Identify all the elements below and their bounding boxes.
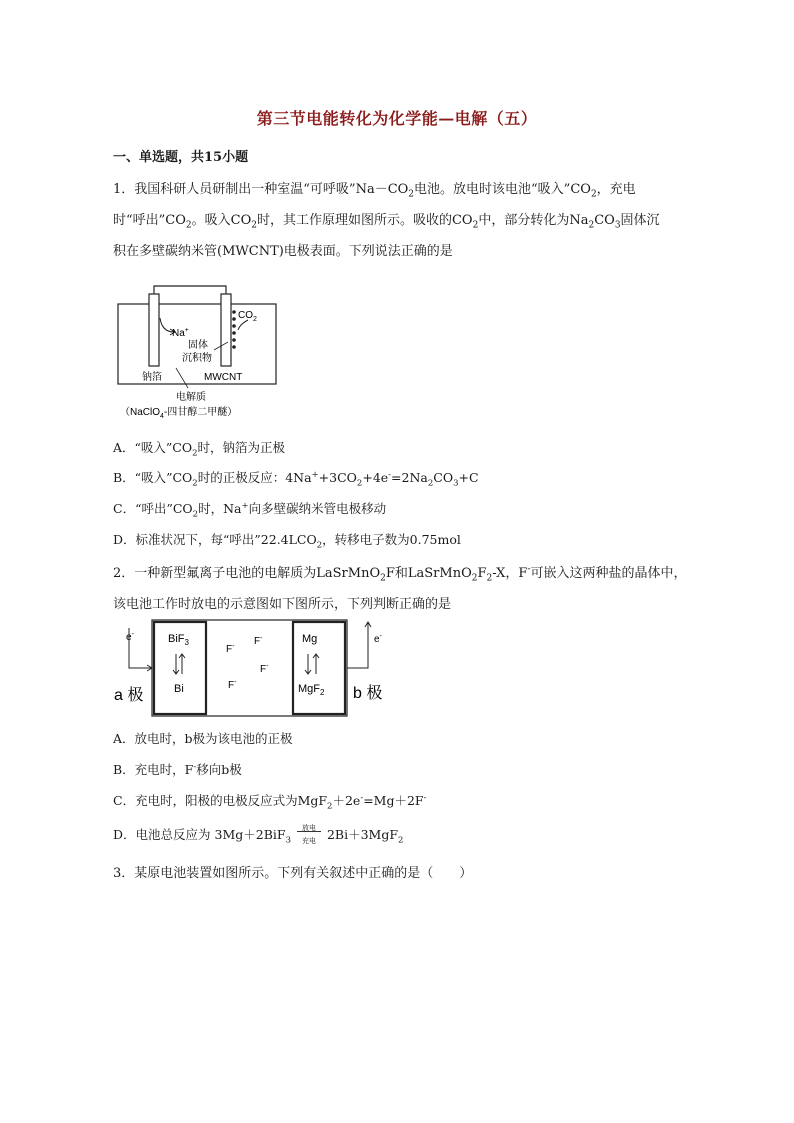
co2-arrow [238,320,248,330]
fluoride-ion-1: F- [226,643,235,655]
right-wire [347,622,368,668]
external-wire [154,286,226,294]
section-heading: 一、单选题，共15小题 [113,150,249,165]
electrolyte-detail-label: （NaClO$_4$-四甘醇二甲醚） [120,407,238,420]
right-electrode-label: MWCNT [204,372,243,383]
left-electrode-label: 钠箔 [142,372,162,383]
fluoride-ion-3: F- [260,663,269,675]
q1-option-c: C．“呼出$”CO_2$时，Na+向多壁碳纳米管电极移动 [113,500,387,520]
mg-label: Mg [302,633,318,645]
q3-line-1: 3．某原电池装置如图所示。下列有关叙述中正确的是（ ） [113,866,473,881]
na-ion-label: Na+ [172,327,189,339]
deposit-label: 沉积物 [182,353,212,364]
q2-figure [112,616,392,720]
q1-option-b: B．“吸入$”CO_2$时的正极反应：$4Na^++3CO_2+4e^-=2Na_2CO_3+C$ [113,469,479,489]
electrolyte-label: 电解质 [176,392,206,403]
q2-line-2: 该电池工作时放电的示意图如下图所示，下列判断正确的是 [113,597,452,612]
q1-figure [110,280,290,425]
fluoride-ion-2: F- [254,635,263,647]
right-electron-label: e- [374,633,382,645]
q1-line-3: 积在多壁碳纳米管(MWCNT)电极表面。下列说法正确的是 [113,244,453,259]
fluoride-ion-4: F- [228,679,237,691]
b-pole-label: b 极 [353,685,383,702]
solid-deposit-dots [232,310,236,349]
q2-option-a: A．放电时，b极为该电池的正极 [113,731,293,746]
q2-line-1: 2．一种新型氟离子电池的电解质为LaSrMnO$_2$F和$LaSrMnO_2F_2-X$，F-可嵌入这两种盐的晶体中， [113,564,687,584]
q1-option-a: A．“吸入$”CO_2$时，钠箔为正极 [113,440,286,459]
sodium-foil-electrode [149,294,159,366]
q1-line-1: 1．我国科研人员研制出一种室温“可呼吸$”Na-CO_2$电池。放电时该电池“吸入$”CO_2$，充电 [113,182,636,200]
bif3-label: BiF$_3$ [168,633,189,647]
document-title: 第三节电能转化为化学能—电解（五） [256,109,538,128]
left-equilibrium-arrows [173,654,185,674]
reversible-reaction-arrow: 放电 充电 [295,828,323,844]
right-equilibrium-arrows [305,654,319,674]
left-electron-label: e- [126,631,134,643]
q2-option-d: D．电池总反应为 3Mg＋2BiF$_3$ 放电 充电 2Bi＋3MgF$_2$ [113,823,404,846]
a-pole-label: a 极 [114,687,144,704]
q1-line-2: 时“呼出$”CO_2$。吸入$CO_2$时，其工作原理如图所示。吸收的$CO_2$中，部分转化为$Na_2CO_3$固体沉 [113,213,660,231]
mgf2-label: MgF$_2$ [298,683,325,697]
co2-label: $CO_2$ [238,310,257,323]
bi-label: Bi [174,683,184,695]
b-electrode-block [293,622,345,714]
mwcnt-electrode [221,294,231,366]
q1-option-d: D．标准状况下，每“呼出$”22.4LCO_2$，转移电子数为0.75mol [113,532,461,551]
q2-option-c: C．充电时，阳极的电极反应式为MgF$_2$＋2e-=Mg＋2F- [113,792,427,812]
solid-label: 固体 [188,340,208,351]
q2-option-b: B．充电时，F-移向b极 [113,761,242,777]
